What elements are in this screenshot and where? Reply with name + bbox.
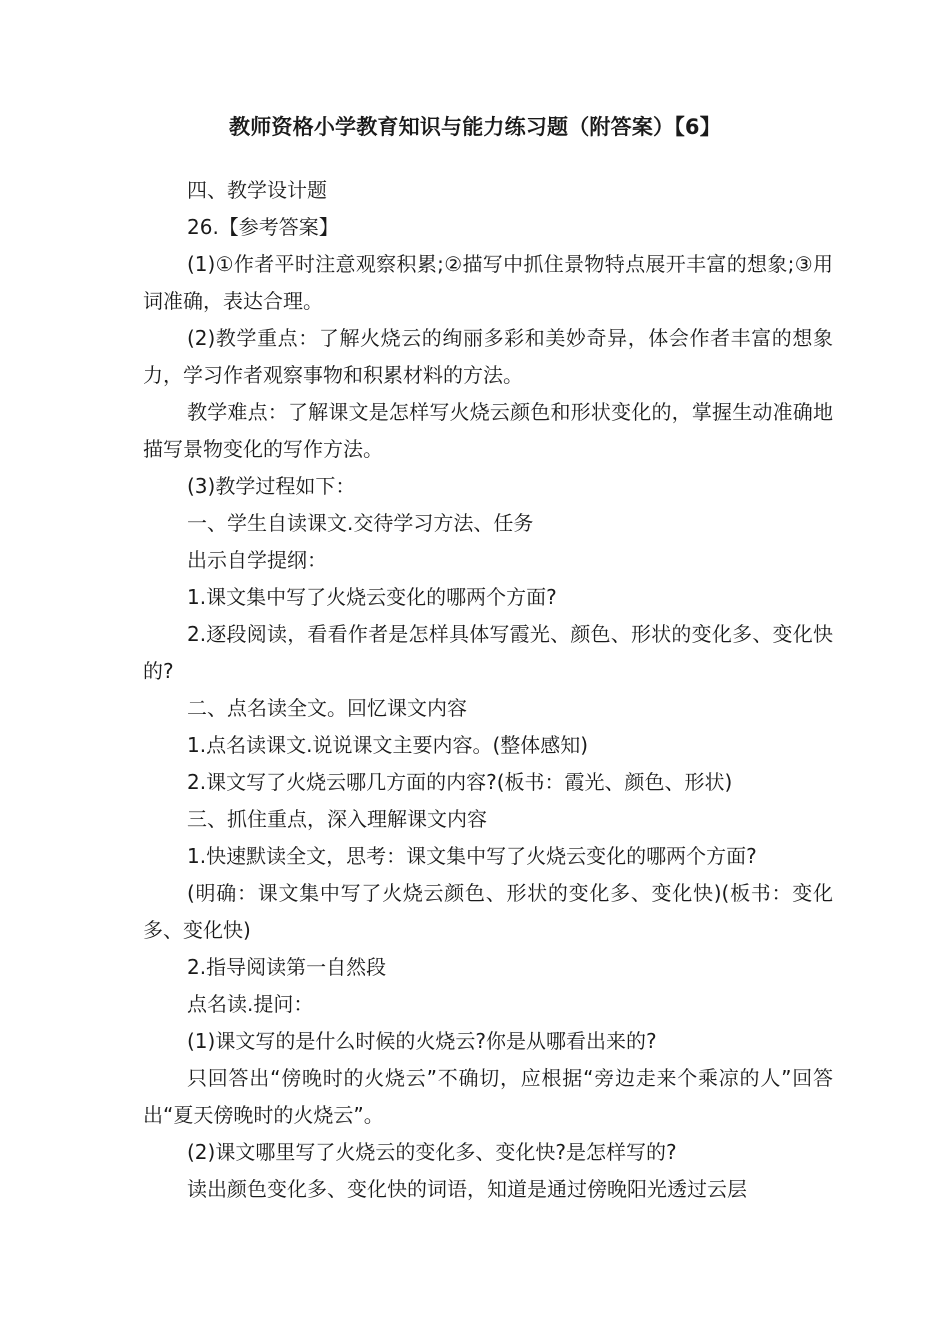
answer-heading: 26.【参考答案】 — [187, 215, 339, 239]
section-heading: 四、教学设计题 — [187, 178, 327, 202]
paragraph: 2.逐段阅读，看看作者是怎样具体写霞光、颜色、形状的变化多、变化快的? — [143, 622, 833, 683]
paragraph: 2.课文写了火烧云哪几方面的内容?(板书：霞光、颜色、形状) — [187, 770, 733, 794]
paragraph: 三、抓住重点，深入理解课文内容 — [187, 807, 487, 831]
paragraph: 一、学生自读课文.交待学习方法、任务 — [187, 511, 534, 535]
paragraph: 读出颜色变化多、变化快的词语，知道是通过傍晚阳光透过云层 — [187, 1177, 747, 1201]
document-body — [143, 172, 833, 1208]
document-title: 教师资格小学教育知识与能力练习题（附答案）【6】 — [229, 115, 721, 139]
paragraph: (明确：课文集中写了火烧云颜色、形状的变化多、变化快)(板书：变化多、变化快) — [143, 881, 833, 942]
paragraph: 出示自学提纲： — [187, 548, 327, 572]
paragraph: 二、点名读全文。回忆课文内容 — [187, 696, 467, 720]
paragraph: 只回答出“傍晚时的火烧云”不确切，应根据“旁边走来个乘凉的人”回答出“夏天傍晚时的火烧云”。 — [143, 1066, 833, 1127]
paragraph: (2)课文哪里写了火烧云的变化多、变化快?是怎样写的? — [187, 1140, 677, 1164]
paragraph: (1)课文写的是什么时候的火烧云?你是从哪看出来的? — [187, 1029, 657, 1053]
paragraph: 点名读.提问： — [187, 992, 314, 1016]
paragraph: (3)教学过程如下： — [187, 474, 356, 498]
paragraph: 教学难点：了解课文是怎样写火烧云颜色和形状变化的，掌握生动准确地描写景物变化的写作方法。 — [143, 400, 833, 461]
paragraph: 1.课文集中写了火烧云变化的哪两个方面? — [187, 585, 557, 609]
paragraph: 2.指导阅读第一自然段 — [187, 955, 387, 979]
paragraph: (1)①作者平时注意观察积累;②描写中抓住景物特点展开丰富的想象;③用词准确，表达合理。 — [143, 252, 833, 313]
paragraph: (2)教学重点：了解火烧云的绚丽多彩和美妙奇异，体会作者丰富的想象力，学习作者观察事物和积累材料的方法。 — [143, 326, 833, 387]
paragraph: 1.点名读课文.说说课文主要内容。(整体感知) — [187, 733, 589, 757]
paragraph: 1.快速默读全文，思考：课文集中写了火烧云变化的哪两个方面? — [187, 844, 757, 868]
